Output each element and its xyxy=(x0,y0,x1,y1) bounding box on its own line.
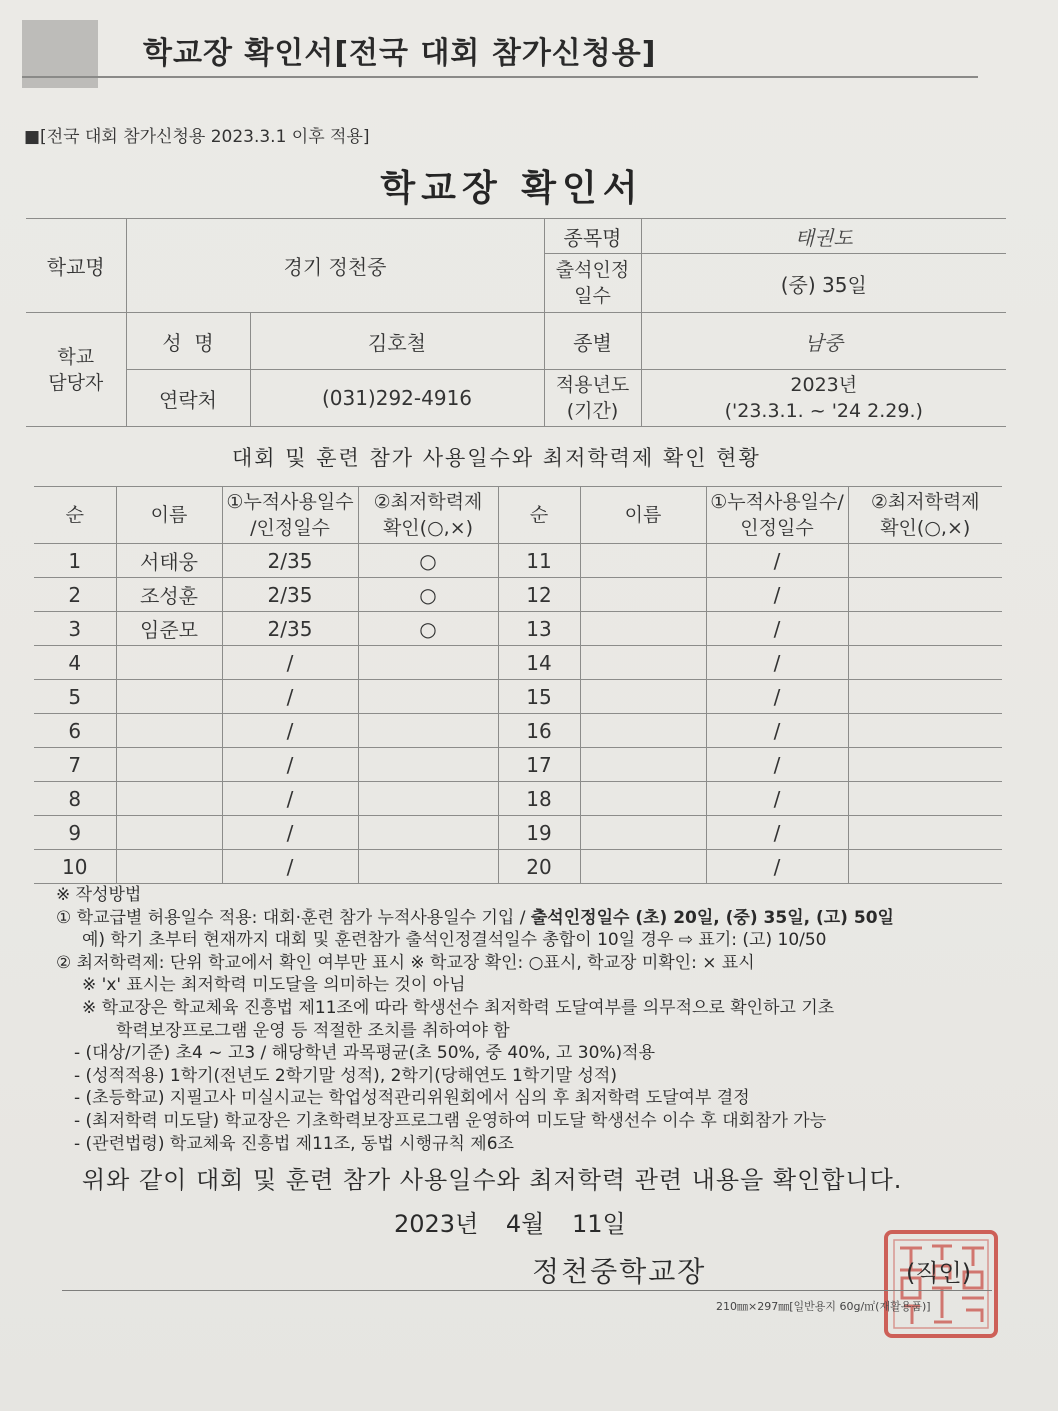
row-name xyxy=(116,680,222,714)
note-detail-5: - (관련법령) 학교체육 진흥법 제11조, 동법 시행규칙 제6조 xyxy=(74,1133,514,1154)
row-order-2: 17 xyxy=(498,748,580,782)
row-check: ○ xyxy=(358,544,498,578)
bottom-rule xyxy=(62,1290,992,1291)
note-1-text: ① 학교급별 허용일수 적용: 대회·훈련 참가 누적사용일수 기입 / xyxy=(56,907,531,928)
header-rule xyxy=(22,76,978,78)
row-days-2: / xyxy=(706,646,848,680)
row-name xyxy=(116,816,222,850)
contact-label: 연락처 xyxy=(126,370,250,427)
row-days: / xyxy=(222,680,358,714)
col-days-2 xyxy=(706,487,848,544)
period-range: ('23.3.1. ~ '24 2.29.) xyxy=(724,400,923,422)
col-order: 순 xyxy=(34,487,116,544)
notes xyxy=(56,884,1006,1155)
manager-label-line2: 담당자 xyxy=(48,371,104,394)
row-days-2: / xyxy=(706,748,848,782)
row-order: 3 xyxy=(34,612,116,646)
col-days xyxy=(222,487,358,544)
col-days-2-line2: 인정일수 xyxy=(740,517,814,539)
attendance-label-line2: 일수 xyxy=(574,285,611,307)
note-detail-1: - (대상/기준) 초4 ~ 고3 / 해당학년 과목평균(초 50%, 중 40%, 고 30%)적용 xyxy=(74,1043,656,1064)
name-value: 김호철 xyxy=(250,313,544,370)
table-row xyxy=(34,850,1002,884)
row-days: 2/35 xyxy=(222,544,358,578)
note-1-example: 예) 학기 초부터 현재까지 대회 및 훈련참가 출석인정결석일수 총합이 10일 경우 ⇨ 표기: (고) 10/50 xyxy=(82,930,827,951)
note-detail-2: - (성적적용) 1학기(전년도 2학기말 성적), 2학기(당해연도 1학기말 성적) xyxy=(74,1065,617,1086)
row-order: 6 xyxy=(34,714,116,748)
paper-spec: 210㎜×297㎜[일반용지 60g/㎡(재활용품)] xyxy=(716,1300,931,1313)
row-name-2 xyxy=(580,612,706,646)
row-check xyxy=(358,782,498,816)
principal-title: 정천중학교장 xyxy=(532,1255,707,1288)
col-days-2-line1: ①누적사용일수/ xyxy=(710,491,844,513)
section-title: 대회 및 훈련 참가 사용일수와 최저학력제 확인 현황 xyxy=(232,446,761,470)
note-1 xyxy=(56,907,1006,930)
row-check-2 xyxy=(848,748,1002,782)
row-order: 9 xyxy=(34,816,116,850)
row-check-2 xyxy=(848,850,1002,884)
table-row xyxy=(34,612,1002,646)
note-detail-4: - (최저학력 미도달) 학교장은 기초학력보장프로그램 운영하여 미도달 학생선수 이수 후 대회참가 가능 xyxy=(74,1110,827,1131)
row-days-2: / xyxy=(706,714,848,748)
row-days: 2/35 xyxy=(222,612,358,646)
col-check-2-line1: ②최저학력제 xyxy=(870,491,980,513)
table-row xyxy=(34,544,1002,578)
row-check: ○ xyxy=(358,578,498,612)
row-check-2 xyxy=(848,612,1002,646)
seal-label: (직인) xyxy=(906,1259,972,1287)
col-name: 이름 xyxy=(116,487,222,544)
row-days: / xyxy=(222,816,358,850)
row-order-2: 18 xyxy=(498,782,580,816)
note-2: ② 최저학력제: 단위 학교에서 확인 여부만 표시 ※ 학교장 확인: ○표시, 학교장 미확인: × 표시 xyxy=(56,952,755,973)
table-row xyxy=(34,578,1002,612)
col-check xyxy=(358,487,498,544)
row-check: ○ xyxy=(358,612,498,646)
col-days-line2: /인정일수 xyxy=(250,517,330,539)
attendance-rows xyxy=(34,544,1002,884)
contact-value: (031)292-4916 xyxy=(250,370,544,427)
row-order: 2 xyxy=(34,578,116,612)
row-days: / xyxy=(222,850,358,884)
row-days-2: / xyxy=(706,782,848,816)
sport-label: 종목명 xyxy=(544,219,641,254)
sub-note: ■[전국 대회 참가신청용 2023.3.1 이후 적용] xyxy=(24,127,370,147)
attendance-label xyxy=(544,254,641,313)
date-month: 4월 xyxy=(505,1210,545,1238)
row-name xyxy=(116,646,222,680)
row-order-2: 16 xyxy=(498,714,580,748)
row-order-2: 14 xyxy=(498,646,580,680)
row-check-2 xyxy=(848,578,1002,612)
note-detail-3: - (초등학교) 지필고사 미실시교는 학업성적관리위원회에서 심의 후 최저학력 도달여부 결정 xyxy=(74,1088,750,1109)
row-days: / xyxy=(222,748,358,782)
table-row xyxy=(34,646,1002,680)
row-days-2: / xyxy=(706,850,848,884)
row-order-2: 15 xyxy=(498,680,580,714)
gender-value: 남중 xyxy=(641,313,1006,370)
table-header-row xyxy=(34,487,1002,544)
row-name: 임준모 xyxy=(116,612,222,646)
row-name-2 xyxy=(580,748,706,782)
notes-heading: ※ 작성방법 xyxy=(56,885,142,905)
note-1-bold: 출석인정일수 (초) 20일, (중) 35일, (고) 50일 xyxy=(530,907,894,928)
note-2-law-2: 학력보장프로그램 운영 등 적절한 조치를 취하여야 함 xyxy=(116,1020,510,1041)
row-name: 조성훈 xyxy=(116,578,222,612)
row-name-2 xyxy=(580,646,706,680)
table-row xyxy=(34,748,1002,782)
manager-label-line1: 학교 xyxy=(57,345,95,368)
date-year: 2023년 xyxy=(394,1210,479,1238)
signing-date xyxy=(394,1204,626,1239)
note-2-x: ※ 'x' 표시는 최저학력 미도달을 의미하는 것이 아님 xyxy=(82,975,466,996)
row-name xyxy=(116,782,222,816)
row-days: / xyxy=(222,782,358,816)
row-order-2: 12 xyxy=(498,578,580,612)
table-row xyxy=(34,680,1002,714)
row-check-2 xyxy=(848,646,1002,680)
period-label-line1: 적용년도 xyxy=(555,374,630,396)
row-check xyxy=(358,646,498,680)
row-days-2: / xyxy=(706,612,848,646)
row-days: 2/35 xyxy=(222,578,358,612)
attendance-table xyxy=(34,486,1002,884)
sport-value: 태권도 xyxy=(641,219,1006,254)
row-order-2: 20 xyxy=(498,850,580,884)
row-days: / xyxy=(222,714,358,748)
row-order-2: 13 xyxy=(498,612,580,646)
col-days-line1: ①누적사용일수 xyxy=(226,491,354,513)
row-order: 4 xyxy=(34,646,116,680)
table-row xyxy=(34,816,1002,850)
row-order: 10 xyxy=(34,850,116,884)
row-days-2: / xyxy=(706,680,848,714)
row-name-2 xyxy=(580,544,706,578)
period-label xyxy=(544,370,641,427)
row-name xyxy=(116,714,222,748)
row-order: 1 xyxy=(34,544,116,578)
row-name: 서태웅 xyxy=(116,544,222,578)
header-title: 학교장 확인서[전국 대회 참가신청용] xyxy=(143,36,657,71)
row-order: 5 xyxy=(34,680,116,714)
row-name-2 xyxy=(580,680,706,714)
school-value: 경기 정천중 xyxy=(126,219,544,313)
row-check-2 xyxy=(848,816,1002,850)
row-check xyxy=(358,748,498,782)
period-label-line2: (기간) xyxy=(566,400,619,422)
row-check-2 xyxy=(848,544,1002,578)
col-name-2: 이름 xyxy=(580,487,706,544)
manager-label xyxy=(26,313,126,427)
period-value xyxy=(641,370,1006,427)
row-check-2 xyxy=(848,782,1002,816)
row-name-2 xyxy=(580,816,706,850)
col-check-2 xyxy=(848,487,1002,544)
row-check xyxy=(358,816,498,850)
confirm-text: 위와 같이 대회 및 훈련 참가 사용일수와 최저학력 관련 내용을 확인합니다. xyxy=(82,1166,903,1194)
attendance-label-line1: 출석인정 xyxy=(555,259,630,281)
school-label: 학교명 xyxy=(26,219,126,313)
row-name-2 xyxy=(580,850,706,884)
name-label: 성 명 xyxy=(126,313,250,370)
row-days-2: / xyxy=(706,544,848,578)
row-name xyxy=(116,748,222,782)
note-2-law-1: ※ 학교장은 학교체육 진흥법 제11조에 따라 학생선수 최저학력 도달여부를 의무적으로 확인하고 기초 xyxy=(82,997,835,1018)
table-row xyxy=(34,714,1002,748)
table-row xyxy=(34,782,1002,816)
row-name-2 xyxy=(580,782,706,816)
row-order: 7 xyxy=(34,748,116,782)
row-days-2: / xyxy=(706,578,848,612)
col-check-2-line2: 확인(○,×) xyxy=(880,517,971,539)
row-name-2 xyxy=(580,578,706,612)
row-order-2: 19 xyxy=(498,816,580,850)
row-name xyxy=(116,850,222,884)
row-days: / xyxy=(222,646,358,680)
row-check xyxy=(358,680,498,714)
col-check-line1: ②최저학력제 xyxy=(373,491,483,513)
col-check-line2: 확인(○,×) xyxy=(382,517,474,539)
row-order-2: 11 xyxy=(498,544,580,578)
row-order: 8 xyxy=(34,782,116,816)
row-check-2 xyxy=(848,714,1002,748)
row-check xyxy=(358,714,498,748)
col-order-2: 순 xyxy=(498,487,580,544)
row-days-2: / xyxy=(706,816,848,850)
main-title: 학교장 확인서 xyxy=(380,168,644,209)
info-table xyxy=(26,218,1006,427)
row-name-2 xyxy=(580,714,706,748)
row-check xyxy=(358,850,498,884)
gender-label: 종별 xyxy=(544,313,641,370)
date-day: 11일 xyxy=(572,1210,626,1238)
period-year: 2023년 xyxy=(790,374,858,396)
row-check-2 xyxy=(848,680,1002,714)
attendance-value: (중) 35일 xyxy=(641,254,1006,313)
